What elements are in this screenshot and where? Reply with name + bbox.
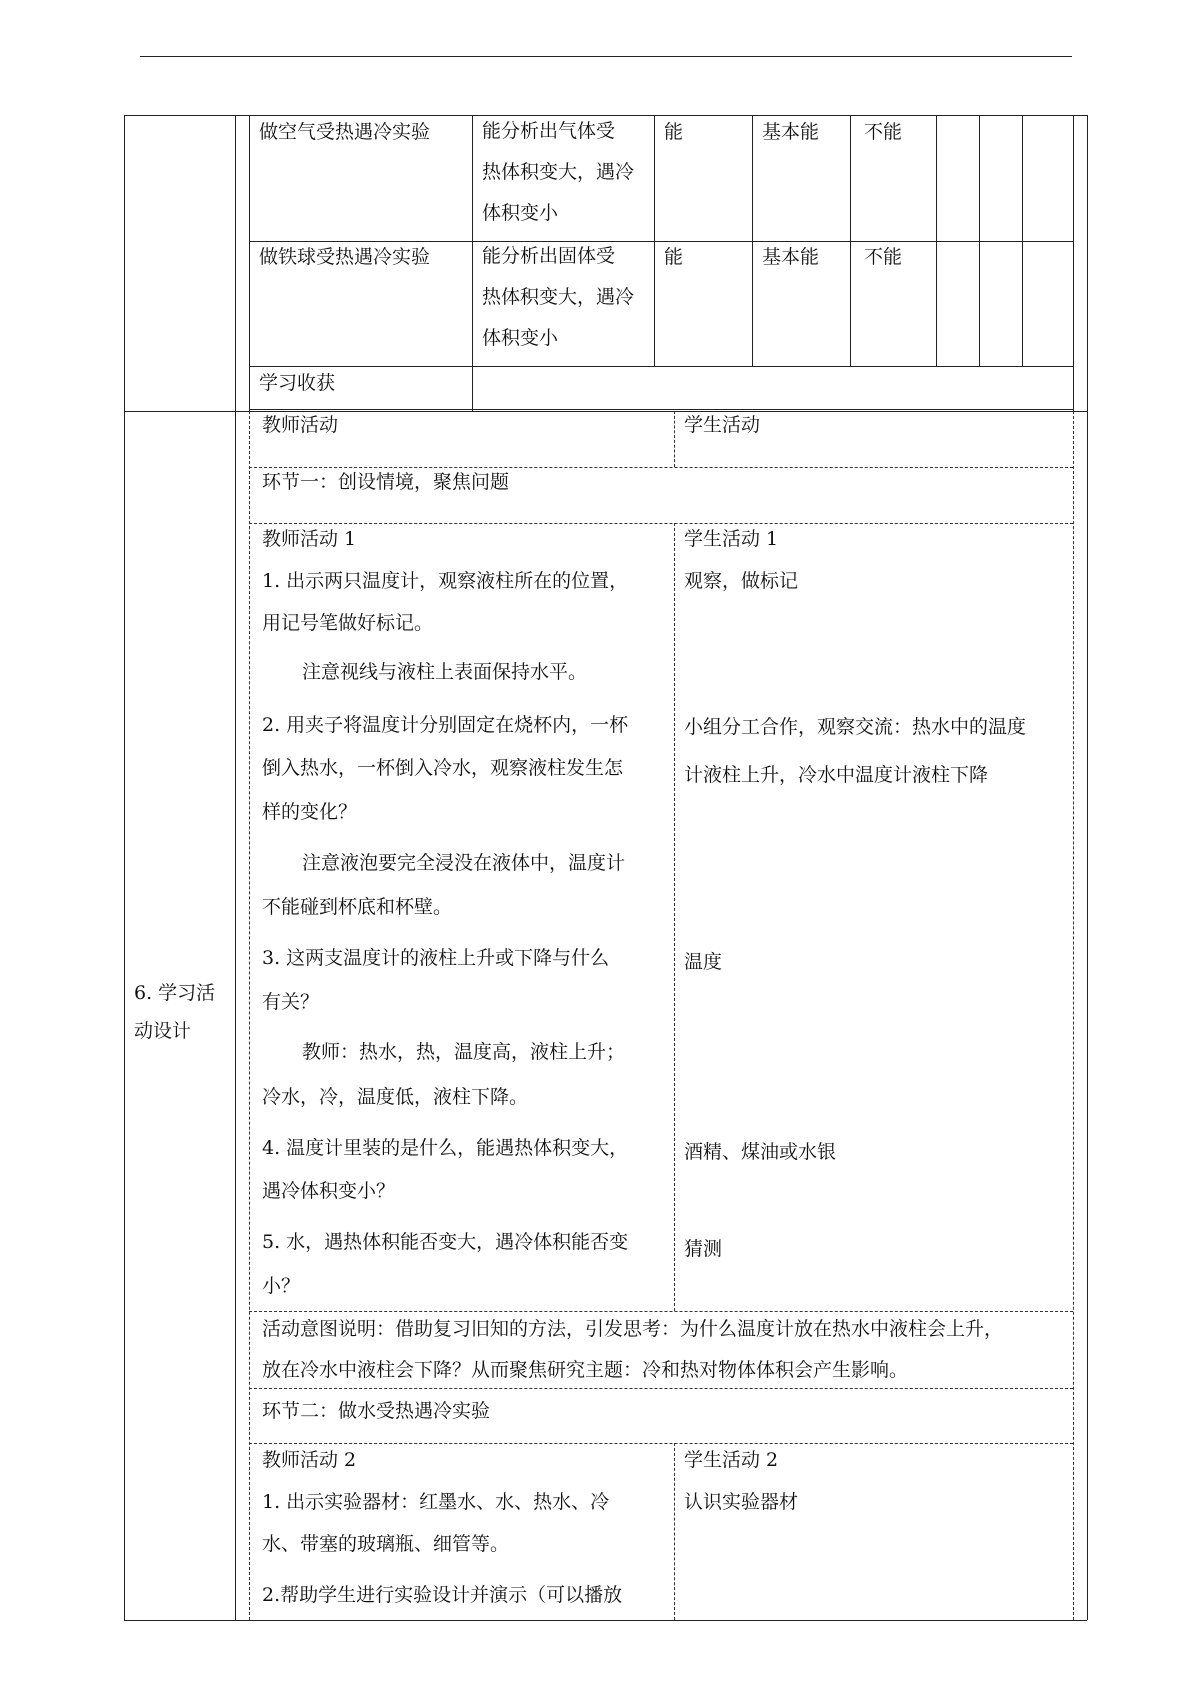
teacher-step: 5. 水，遇热体积能否变大，遇冷体积能否变 [262,1231,629,1253]
teacher-step: 遇冷体积变小？ [262,1180,396,1202]
criterion-line: 体积变小 [482,202,559,224]
harvest-label: 学习收获 [259,372,336,394]
student-response: 猜测 [684,1238,723,1260]
grid-line [674,1443,675,1620]
teacher-step: 1. 出示实验器材：红墨水、水、热水、冷 [262,1491,610,1513]
criterion-line: 能分析出气体受 [482,120,616,142]
student-activity-title: 学生活动 2 [684,1449,779,1471]
teacher-activity-title: 教师活动 1 [262,528,357,550]
criterion-line: 热体积变大，遇冷 [482,286,635,308]
grid-line [249,366,1073,367]
teacher-step: 有关？ [262,991,320,1013]
teacher-step: 水、带塞的玻璃瓶、细管等。 [262,1533,510,1555]
student-header: 学生活动 [684,414,761,436]
grid-line [249,411,250,1620]
stage-title: 环节一：创设情境，聚焦问题 [262,471,510,493]
teacher-step: 样的变化？ [262,801,358,823]
table-border-left [124,115,125,1620]
grid-line [249,523,1073,524]
teacher-step: 小？ [262,1275,301,1297]
grid-line [249,241,1073,242]
section-divider [124,411,1087,412]
criterion-line: 热体积变大，遇冷 [482,161,635,183]
intent-text: 放在冷水中液柱会下降？从而聚焦研究主题：冷和热对物体体积会产生影响。 [262,1359,909,1381]
criterion-line: 能分析出固体受 [482,245,616,267]
teacher-note: 注意液泡要完全浸没在液体中，温度计 [302,852,626,874]
teacher-step: 用记号笔做好标记。 [262,612,434,634]
teacher-note: 冷水，冷，温度低，液柱下降。 [262,1086,529,1108]
teacher-step: 倒入热水，一杯倒入冷水，观察液柱发生怎 [262,757,624,779]
level-cell: 基本能 [762,121,820,143]
student-response: 观察，做标记 [684,570,799,592]
task-cell: 做空气受热遇冷实验 [259,121,431,143]
level-cell: 能 [664,246,684,268]
teacher-header: 教师活动 [262,414,339,436]
student-response: 酒精、煤油或水银 [684,1141,837,1163]
task-cell: 做铁球受热遇冷实验 [259,246,431,268]
grid-line [1073,115,1074,411]
table-border-bottom [124,1620,1087,1621]
student-response: 温度 [684,951,723,973]
grid-line [1073,411,1074,1620]
grid-line [674,523,675,1311]
criterion-line: 体积变小 [482,327,559,349]
grid-line [249,1388,1073,1389]
teacher-step: 2.帮助学生进行实验设计并演示（可以播放 [262,1584,623,1606]
section-label-line: 动设计 [134,1020,192,1042]
section-label [134,974,215,1050]
grid-line [249,1443,1073,1444]
level-cell: 能 [664,121,684,143]
teacher-step: 4. 温度计里装的是什么，能遇热体积变大， [262,1137,629,1159]
student-response: 计液柱上升，冷水中温度计液柱下降 [684,764,989,786]
teacher-note: 教师：热水，热，温度高，液柱上升； [302,1041,626,1063]
teacher-step: 2. 用夹子将温度计分别固定在烧杯内，一杯 [262,714,629,736]
student-response: 认识实验器材 [684,1491,799,1513]
teacher-note: 注意视线与液柱上表面保持水平。 [302,661,588,683]
level-cell: 基本能 [762,246,820,268]
student-response: 小组分工合作，观察交流：热水中的温度 [684,716,1027,738]
grid-line [674,411,675,467]
teacher-step: 3. 这两支温度计的液柱上升或下降与什么 [262,947,610,969]
intent-text: 活动意图说明：借助复习旧知的方法，引发思考：为什么温度计放在热水中液柱会上升， [262,1318,1004,1340]
criterion-cell [482,111,652,234]
teacher-note: 不能碰到杯底和杯壁。 [262,896,453,918]
criterion-cell [482,236,652,359]
student-activity-title: 学生活动 1 [684,528,779,550]
stage-title: 环节二：做水受热遇冷实验 [262,1400,491,1422]
section-label-line: 6. 学习活 [134,982,216,1004]
header-rule [140,56,1072,57]
label-column-divider [235,115,236,1620]
level-cell: 不能 [864,246,903,268]
grid-line [249,467,1073,468]
teacher-activity-title: 教师活动 2 [262,1449,357,1471]
teacher-step: 1. 出示两只温度计，观察液柱所在的位置， [262,570,629,592]
table-border-right [1087,115,1088,1620]
level-cell: 不能 [864,121,903,143]
grid-line [249,409,1073,410]
grid-line [249,1311,1073,1312]
